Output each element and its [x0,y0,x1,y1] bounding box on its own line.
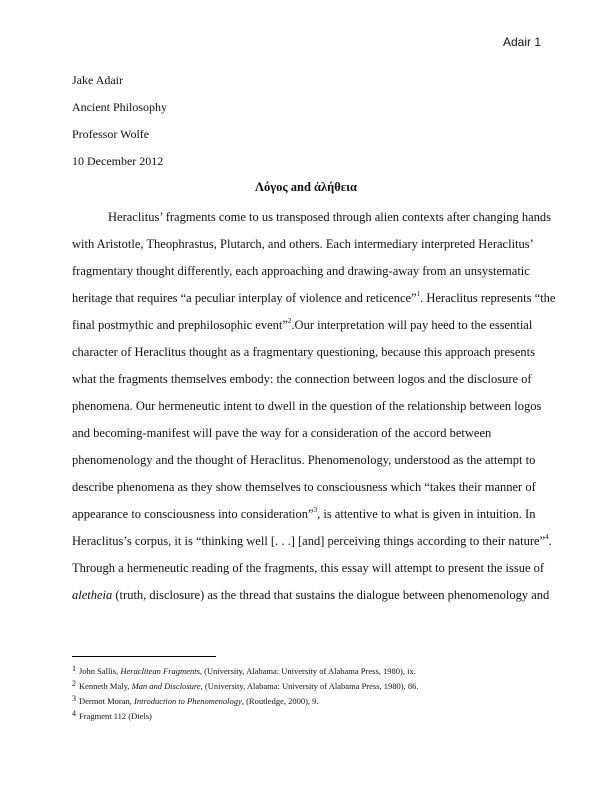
footnote-ref[interactable]: 3 [313,506,318,514]
body-text: . [548,534,552,548]
body-line: Through a hermeneutic reading of the fragments, this essay will attempt to present the issue of [72,561,545,575]
body-text: .Our interpretation will pay heed to the essential [291,318,533,332]
body-text: . Heraclitus represents “the [420,291,556,305]
footnote-ref[interactable]: 4 [545,533,549,541]
body-text: heritage that requires “a peculiar interplay of violence and reticence” [72,291,417,305]
footnote [72,665,416,676]
paper-date: 10 December 2012 [72,154,164,168]
footnote-text: , (University, Alabama: University of Alabama Press, 1980), 86. [200,681,419,691]
footnote-title: Introduction to Phenomenology [134,696,242,706]
footnote-text: Dermot Moran, [79,696,135,706]
footnote [72,710,152,721]
body-line: character of Heraclitus thought as a fragmentary questioning, because this approach presents [72,345,536,359]
body-line [72,508,540,521]
course-name: Ancient Philosophy [72,100,167,114]
author-name: Jake Adair [72,73,123,87]
footnote-title: Heraclitean Fragments [120,666,200,676]
body-line [72,290,556,305]
body-line [72,533,552,548]
footnote-number: 4 [72,709,76,718]
body-text-emphasis: aletheia [72,588,113,602]
body-line [72,588,550,602]
body-line: phenomena. Our hermeneutic intent to dwell in the question of the relationship between logos [72,399,542,413]
footnote [72,680,418,691]
body-line: fragmentary thought differently, each approaching and drawing-away from an unsystematic [72,264,530,278]
footnote-ref[interactable]: 2 [287,317,292,325]
body-text: , is attentive to what is given in intuition. In [317,507,536,521]
body-text: appearance to consciousness into consideration” [72,507,314,521]
footnote-ref[interactable]: 1 [416,290,421,298]
body-line: what the fragments themselves embody: the connection between logos and the disclosure of [72,372,532,386]
body-line: phenomenology and the thought of Heraclitus. Phenomenology, understood as the attempt to [72,453,536,467]
body-line: Heraclitus’ fragments come to us transposed through alien contexts after changing hands [108,210,552,224]
paper-title: Λόγος and ἀλήθεια [255,180,357,194]
footnote-text: , (Routledge, 2000), 9. [241,696,319,706]
footnote-number: 2 [72,679,76,688]
footnote-divider [72,656,216,657]
footnote-title: Man and Disclosure [131,681,201,691]
body-line: with Aristotle, Theophrastus, Plutarch, and others. Each intermediary interpreted Heraclitus’ [72,237,534,251]
footnote [72,695,319,706]
footnote-text: John Sallis, [79,666,121,676]
body-line: describe phenomena as they show themselves to consciousness which “takes their manner of [72,480,536,494]
footnote-text: , (University, Alabama: University of Alabama Press, 1980), ix. [199,666,416,676]
body-text: final postmythic and prephilosophic event” [72,318,288,332]
running-head: Adair 1 [502,35,541,49]
footnote-number: 1 [72,664,76,673]
body-text: (truth, disclosure) as the thread that sustains the dialogue between phenomenology and [112,588,550,602]
body-text: Heraclitus’s corpus, it is “thinking well [. . .] [and] perceiving things according to their nature” [72,534,546,548]
body-line: and becoming-manifest will pave the way for a consideration of the accord between [72,426,492,440]
instructor-name: Professor Wolfe [72,127,150,141]
footnote-text: Kenneth Maly, [79,681,132,691]
footnote-number: 3 [72,694,76,703]
footnote-text: Fragment 112 (Diels) [79,711,152,721]
body-line [72,319,540,332]
